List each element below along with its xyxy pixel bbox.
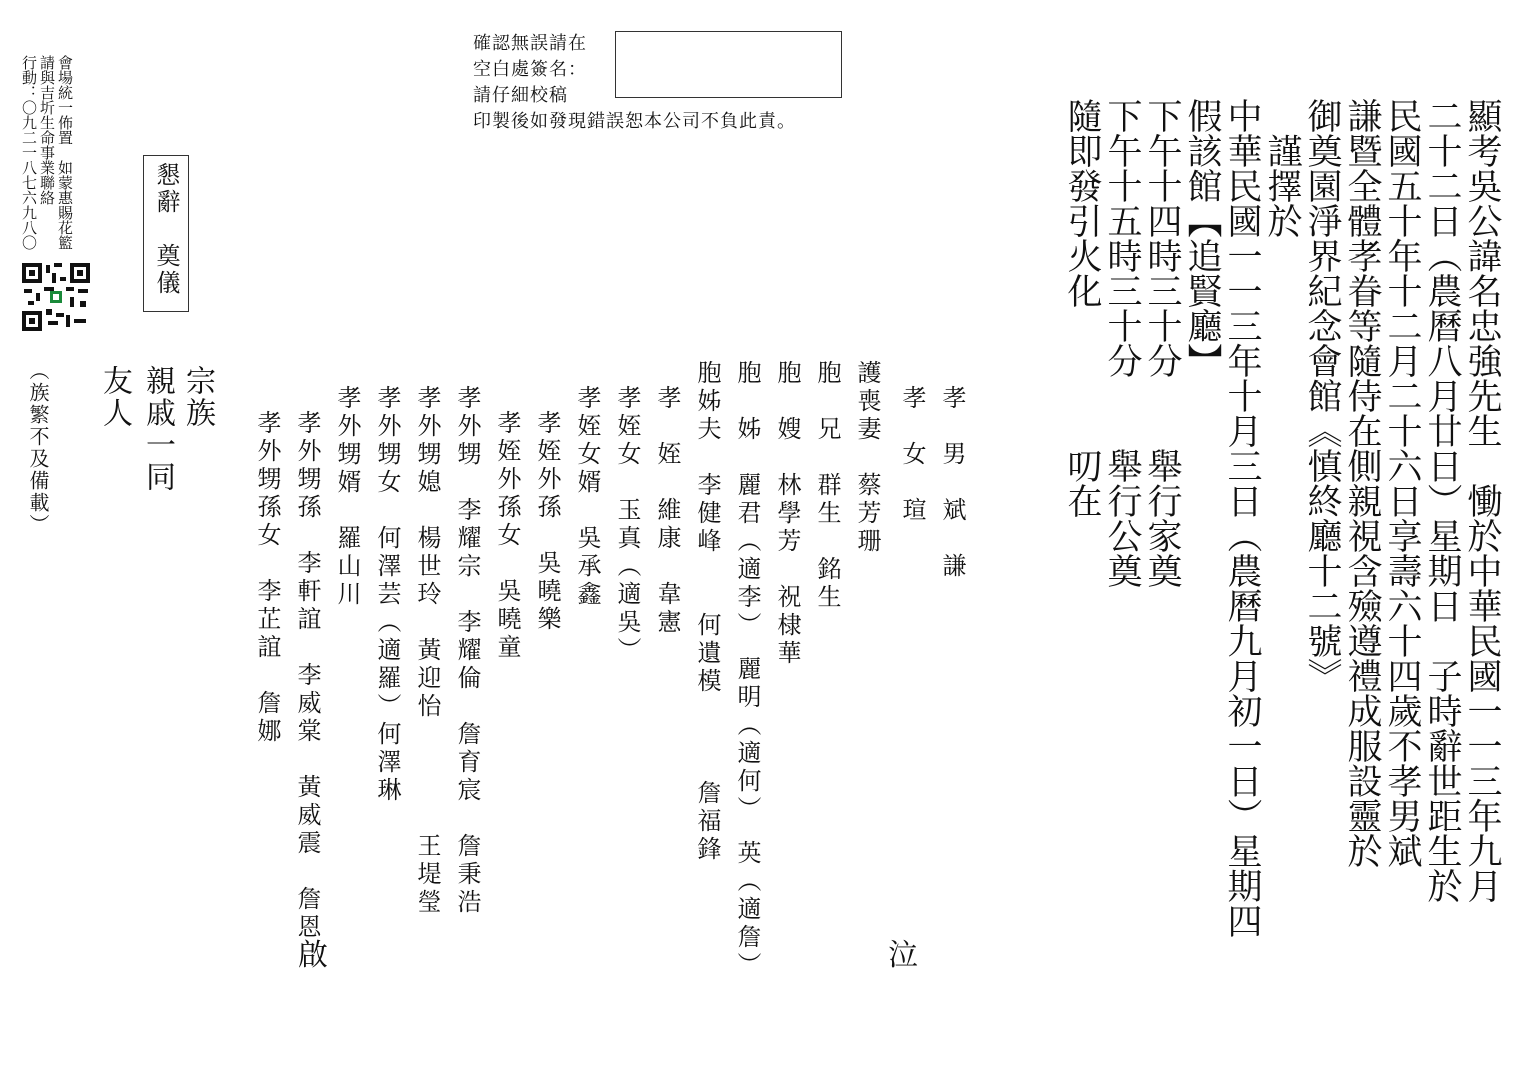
family-names: 李軒誼 李威棠 黃威震 詹恩 — [293, 550, 321, 942]
family-names: 麗君（適李） 麗明（適何） 英（適詹） — [733, 472, 761, 980]
qr-code-icon[interactable] — [22, 263, 90, 331]
family-names: 何澤芸（適羅）何澤琳 — [373, 525, 401, 805]
family-names: 吳曉童 — [493, 578, 521, 662]
family-relation: 護喪妻 — [853, 360, 881, 444]
family-row — [254, 410, 280, 746]
main-line-10: 下午十五時三十分 舉行公奠 — [1102, 98, 1142, 588]
family-row — [454, 385, 480, 917]
family-row — [534, 410, 560, 634]
main-line-2: 二十二日（農曆八月廿日）星期日 子時辭世距生於 — [1422, 98, 1462, 903]
family-relation: 孝姪外孫 — [533, 410, 561, 522]
family-relation: 孝外甥婿 — [333, 385, 361, 497]
family-row — [899, 385, 925, 525]
family-relation: 孝外甥 — [453, 385, 481, 469]
family-relation: 胞 嫂 — [773, 360, 801, 444]
family-relation: 胞姊夫 — [693, 360, 721, 444]
family-names: 玉真（適吳） — [613, 497, 641, 665]
family-row — [939, 385, 965, 581]
family-names: 李健峰 何遺模 詹福鋒 — [693, 472, 721, 864]
family-relation: 孝外甥孫女 — [253, 410, 281, 550]
relatives-kin: 親戚一同 — [140, 365, 175, 493]
family-names: 維康 韋憲 — [653, 497, 681, 637]
notice-line-1: 確認無誤請在 — [473, 33, 587, 54]
family-row — [334, 385, 360, 609]
main-line-7: 中華民國一一三年十月三日（農曆九月初一日）星期四 — [1222, 98, 1262, 938]
family-row — [654, 385, 680, 637]
closing-weep: 泣 — [888, 938, 920, 973]
main-text — [1062, 98, 1502, 998]
family-row — [774, 360, 800, 668]
family-relation: 孝姪外孫女 — [493, 410, 521, 550]
family-row — [814, 360, 840, 612]
family-names: 羅山川 — [333, 525, 361, 609]
main-line-3: 民國五十年十二月二十六日享壽六十四歲不孝男斌 — [1382, 98, 1422, 868]
family-relation: 孝 男 — [938, 385, 966, 469]
family-relation: 孝外甥孫 — [293, 410, 321, 522]
decline-text-1: 懇辭 — [152, 162, 180, 216]
relatives-clan: 宗族 — [180, 365, 215, 429]
family-relation: 孝外甥媳 — [413, 385, 441, 497]
main-line-11: 隨即發引火化 叨在 — [1062, 98, 1102, 518]
notice-line-2: 空白處簽名： — [473, 59, 587, 80]
relatives-friends: 友人 — [97, 365, 132, 429]
family-row — [734, 360, 760, 980]
family-row — [374, 385, 400, 805]
closing-kai: 啟 — [298, 938, 330, 973]
footnote: （族繁不及備載） — [26, 360, 50, 536]
family-relation: 孝外甥女 — [373, 385, 401, 497]
family-relation: 孝 女 — [898, 385, 926, 469]
family-list — [253, 360, 975, 985]
signature-box[interactable] — [615, 31, 842, 98]
family-relation: 孝姪女 — [613, 385, 641, 469]
company-line-2: 請與吉圻生命事業聯絡 — [38, 55, 56, 205]
family-names: 蔡芳珊 — [853, 472, 881, 556]
family-names: 李耀宗 李耀倫 詹育宸 詹秉浩 — [453, 497, 481, 917]
company-line-3: 行動：〇九二一八七六九八〇 — [20, 55, 38, 250]
company-info — [20, 55, 74, 250]
family-names: 群生 銘生 — [813, 472, 841, 612]
family-names: 楊世玲 黃迎怡 王堤瑩 — [413, 525, 441, 917]
decline-box — [143, 155, 189, 312]
family-row — [614, 385, 640, 665]
notice-line-3: 請仔細校稿 — [473, 85, 568, 106]
family-row — [294, 410, 320, 942]
family-row — [414, 385, 440, 917]
family-names: 林學芳 祝棣華 — [773, 472, 801, 668]
family-names: 斌 謙 — [938, 497, 966, 581]
family-relation: 胞 兄 — [813, 360, 841, 444]
family-row — [574, 385, 600, 609]
main-line-4: 謙暨全體孝眷等隨侍在側親視含殮遵禮成服設靈於 — [1342, 98, 1382, 868]
family-names: 吳承鑫 — [573, 525, 601, 609]
notice-line-4: 印製後如發現錯誤恕本公司不負此責。 — [473, 111, 796, 132]
family-row — [694, 360, 720, 864]
family-relation: 孝姪女婿 — [573, 385, 601, 497]
family-row — [854, 360, 880, 556]
main-line-6: 謹擇於 — [1262, 98, 1302, 238]
company-line-1: 會場統一佈置 如蒙惠賜花籃 — [56, 55, 74, 250]
family-names: 吳曉樂 — [533, 550, 561, 634]
family-names: 李芷誼 詹娜 — [253, 578, 281, 746]
decline-text-2: 奠儀 — [152, 243, 180, 297]
family-relation: 胞 姊 — [733, 360, 761, 444]
family-relation: 孝 姪 — [653, 385, 681, 469]
family-row — [494, 410, 520, 662]
main-line-9: 下午十四時三十分 舉行家奠 — [1142, 98, 1182, 588]
main-line-8: 假該館【追賢廳】 — [1182, 98, 1222, 378]
family-names: 瑄 — [898, 497, 926, 525]
main-line-1: 顯考吳公諱名忠強先生 慟於中華民國一一三年九月 — [1462, 98, 1502, 903]
main-line-5: 御奠園淨界紀念會館《慎終廳十二號》 — [1302, 98, 1342, 693]
